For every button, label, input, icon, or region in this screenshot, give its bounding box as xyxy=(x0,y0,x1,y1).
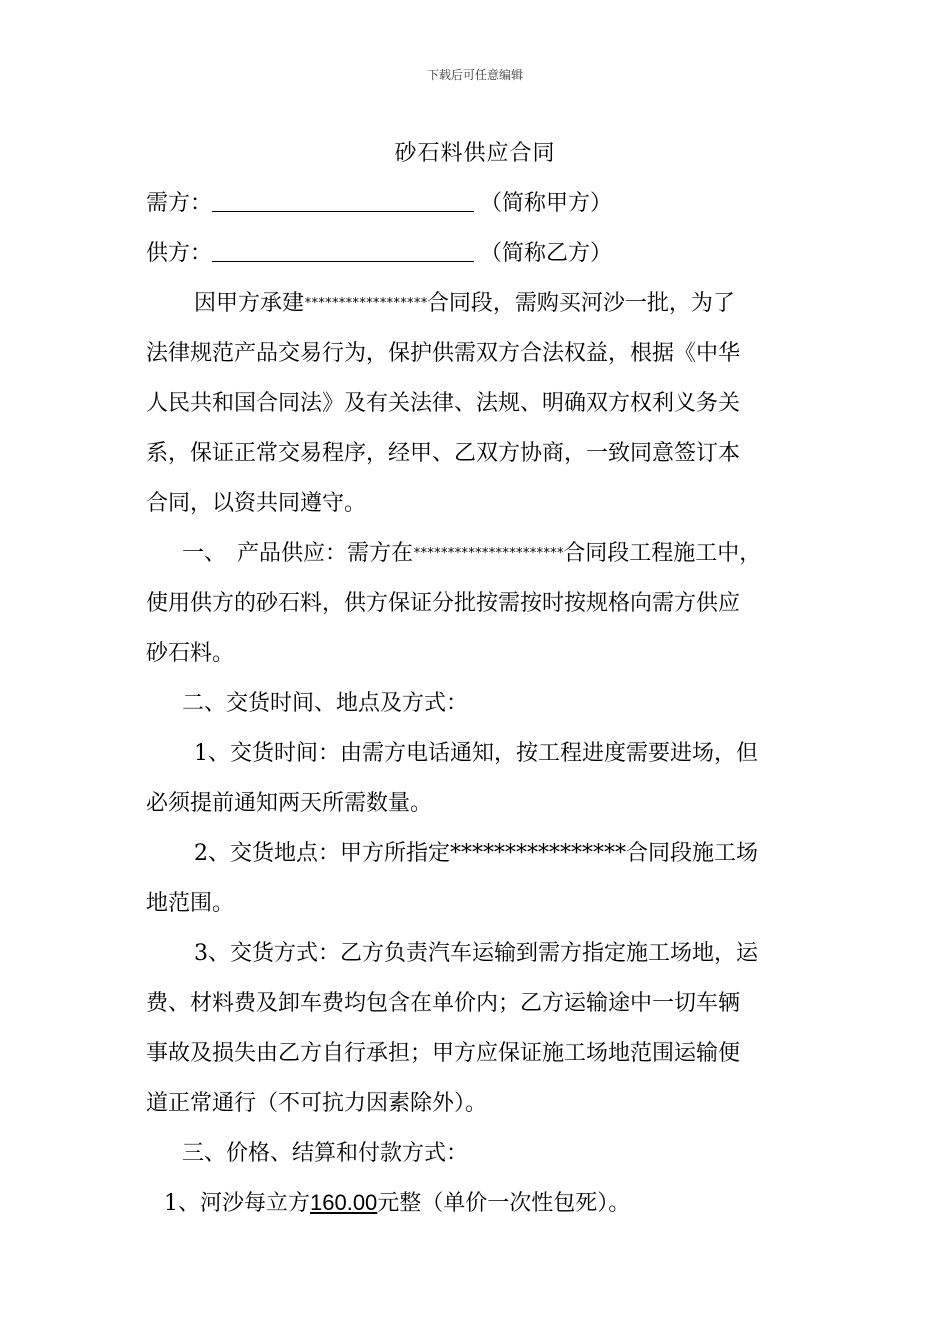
intro-line-5: 合同，以资共同遵守。 xyxy=(146,491,367,516)
price-value: 160.00 xyxy=(310,1190,378,1215)
supplier-line xyxy=(146,236,612,267)
section2-item1-line-1: 1、交货时间：由需方电话通知，按工程进度需要进场，但 xyxy=(194,741,758,766)
supplier-name-blank xyxy=(212,241,474,262)
section2-item2-line-1: 2、交货地点：甲方所指定****************合同段施工场 xyxy=(194,841,758,866)
section2-heading: 二、交货时间、地点及方式： xyxy=(182,691,469,716)
price-label: 1、河沙每立方 xyxy=(164,1191,310,1216)
section2-item3-line-2: 费、材料费及卸车费均包含在单价内；乙方运输途中一切车辆 xyxy=(146,991,741,1016)
section3-item1 xyxy=(164,1186,630,1217)
section1-text: 一、 产品供应：需方在 xyxy=(182,541,414,566)
supplier-label: 供方： xyxy=(146,241,213,266)
section2-item3-line-4: 道正常通行（不可抗力因素除外）。 xyxy=(146,1091,488,1116)
intro-line-3: 人民共和国合同法》及有关法律、法规、明确双方权利义务关 xyxy=(146,391,741,416)
intro-text: 合同段，需购买河沙一批，为了 xyxy=(426,291,735,316)
section1-text: 合同段工程施工中， xyxy=(563,541,762,566)
section2-item2-line-2: 地范围。 xyxy=(146,891,235,916)
price-note: 元整（单价一次性包死）。 xyxy=(377,1191,631,1216)
section1-line-3: 砂石料。 xyxy=(146,641,235,666)
contract-title: 砂石料供应合同 xyxy=(394,141,556,166)
section1-line-2: 使用供方的砂石料，供方保证分批按需按时按规格向需方供应 xyxy=(146,591,741,616)
header-note: 下载后可任意编辑 xyxy=(426,68,523,82)
intro-stars: ****************** xyxy=(304,296,427,311)
buyer-line xyxy=(146,186,612,217)
buyer-name-blank xyxy=(212,191,474,212)
intro-line-4: 系，保证正常交易程序，经甲、乙双方协商，一致同意签订本 xyxy=(146,441,741,466)
section2-item3-line-1: 3、交货方式：乙方负责汽车运输到需方指定施工场地，运 xyxy=(194,941,758,966)
intro-line-2: 法律规范产品交易行为，保护供需双方合法权益，根据《中华 xyxy=(146,341,741,366)
section1-stars: ********************** xyxy=(413,546,564,561)
buyer-label: 需方： xyxy=(146,191,213,216)
supplier-suffix: （简称乙方） xyxy=(480,241,613,266)
intro-text: 因甲方承建 xyxy=(194,291,305,316)
intro-line-1 xyxy=(194,286,735,317)
section1-line-1 xyxy=(182,536,761,567)
section3-heading: 三、价格、结算和付款方式： xyxy=(182,1141,469,1166)
section2-item3-line-3: 事故及损失由乙方自行承担；甲方应保证施工场地范围运输便 xyxy=(146,1041,741,1066)
section2-item1-line-2: 必须提前通知两天所需数量。 xyxy=(146,791,433,816)
buyer-suffix: （简称甲方） xyxy=(480,191,613,216)
